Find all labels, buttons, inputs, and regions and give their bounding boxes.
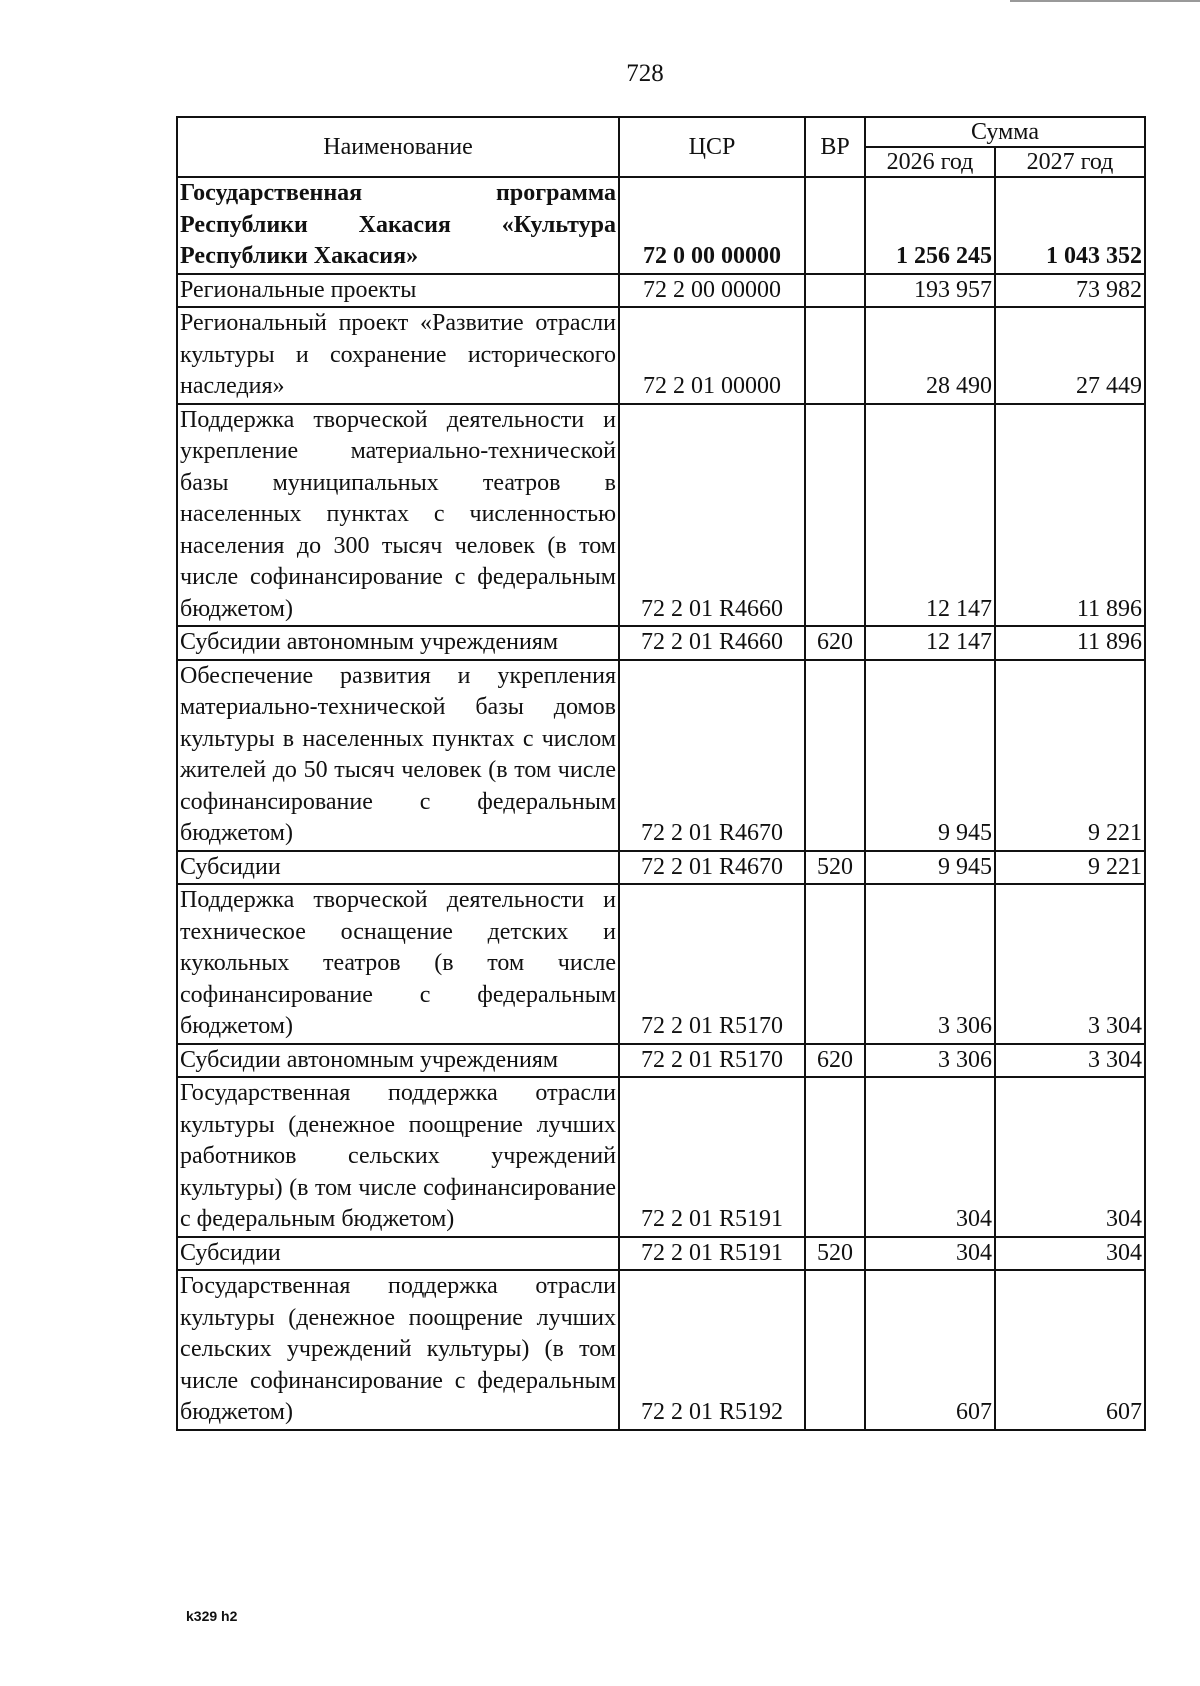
- header-vr: ВР: [805, 117, 865, 177]
- row-vr-code: 620: [805, 1044, 865, 1078]
- row-sum-2027: 9 221: [995, 660, 1145, 851]
- row-name: Обеспечение развития и укрепления материально-технической базы домов культуры в населенных пунктах с числом жителей до 50 тысяч человек (в том числе софинансирование с федеральным бюджетом): [177, 660, 619, 851]
- row-sum-2027: 9 221: [995, 851, 1145, 885]
- table-row: [177, 1270, 1145, 1430]
- row-csr-code: 72 2 00 00000: [619, 274, 805, 308]
- row-vr-code: [805, 274, 865, 308]
- row-sum-2027: 304: [995, 1077, 1145, 1237]
- row-vr-code: 620: [805, 626, 865, 660]
- table-row: [177, 404, 1145, 627]
- row-sum-2026: 607: [865, 1270, 995, 1430]
- table-row: [177, 1077, 1145, 1237]
- row-sum-2027: 11 896: [995, 404, 1145, 627]
- header-year-2026: 2026 год: [865, 147, 995, 177]
- row-csr-code: 72 2 01 R4660: [619, 404, 805, 627]
- table-body: [177, 177, 1145, 1430]
- row-sum-2026: 3 306: [865, 884, 995, 1044]
- row-csr-code: 72 2 01 R5170: [619, 1044, 805, 1078]
- row-csr-code: 72 2 01 00000: [619, 307, 805, 404]
- row-vr-code: [805, 307, 865, 404]
- header-year-2027: 2027 год: [995, 147, 1145, 177]
- row-name: Поддержка творческой деятельности и укрепление материально-технической базы муниципальных театров в населенных пунктах с численностью населения до 300 тысяч человек (в том числе софинансирование с федеральным бюджетом): [177, 404, 619, 627]
- row-csr-code: 72 2 01 R5170: [619, 884, 805, 1044]
- row-csr-code: 72 2 01 R5192: [619, 1270, 805, 1430]
- row-csr-code: 72 2 01 R5191: [619, 1237, 805, 1271]
- row-sum-2026: 12 147: [865, 404, 995, 627]
- row-sum-2026: 3 306: [865, 1044, 995, 1078]
- row-name: Субсидии автономным учреждениям: [177, 626, 619, 660]
- row-name: Субсидии автономным учреждениям: [177, 1044, 619, 1078]
- row-vr-code: 520: [805, 851, 865, 885]
- row-name: Государственная поддержка отрасли культуры (денежное поощрение лучших сельских учреждений культуры) (в том числе софинансирование с федеральным бюджетом): [177, 1270, 619, 1430]
- row-name: Субсидии: [177, 1237, 619, 1271]
- row-sum-2027: 607: [995, 1270, 1145, 1430]
- row-sum-2026: 304: [865, 1237, 995, 1271]
- row-sum-2027: 73 982: [995, 274, 1145, 308]
- table-row: [177, 177, 1145, 274]
- row-vr-code: [805, 1270, 865, 1430]
- scan-edge-rule: [1010, 0, 1200, 2]
- row-name: Субсидии: [177, 851, 619, 885]
- table-row: [177, 851, 1145, 885]
- row-vr-code: [805, 660, 865, 851]
- page-number: 728: [626, 60, 664, 87]
- table-row: [177, 660, 1145, 851]
- table-row: [177, 307, 1145, 404]
- row-csr-code: 72 2 01 R4670: [619, 660, 805, 851]
- row-csr-code: 72 2 01 R4670: [619, 851, 805, 885]
- row-name: Государственная поддержка отрасли культуры (денежное поощрение лучших работников сельских учреждений культуры) (в том числе софинансирование с федеральным бюджетом): [177, 1077, 619, 1237]
- row-vr-code: [805, 1077, 865, 1237]
- table-row: [177, 1237, 1145, 1271]
- header-sum: Сумма: [865, 117, 1145, 147]
- table-row: [177, 274, 1145, 308]
- table-row: [177, 626, 1145, 660]
- row-name: Поддержка творческой деятельности и техническое оснащение детских и кукольных театров (в том числе софинансирование с федеральным бюджетом): [177, 884, 619, 1044]
- row-sum-2027: 3 304: [995, 1044, 1145, 1078]
- row-sum-2027: 3 304: [995, 884, 1145, 1044]
- row-sum-2026: 304: [865, 1077, 995, 1237]
- row-sum-2026: 12 147: [865, 626, 995, 660]
- row-vr-code: [805, 177, 865, 274]
- row-sum-2027: 11 896: [995, 626, 1145, 660]
- header-csr: ЦСР: [619, 117, 805, 177]
- table-row: [177, 884, 1145, 1044]
- row-sum-2027: 304: [995, 1237, 1145, 1271]
- budget-table: [176, 116, 1146, 1431]
- footer-code: k329 h2: [186, 1608, 238, 1624]
- row-sum-2026: 9 945: [865, 851, 995, 885]
- row-vr-code: [805, 404, 865, 627]
- row-vr-code: [805, 884, 865, 1044]
- table-header: [177, 117, 1145, 177]
- row-name: Региональные проекты: [177, 274, 619, 308]
- row-sum-2026: 28 490: [865, 307, 995, 404]
- row-sum-2026: 193 957: [865, 274, 995, 308]
- row-sum-2026: 9 945: [865, 660, 995, 851]
- row-csr-code: 72 0 00 00000: [619, 177, 805, 274]
- row-csr-code: 72 2 01 R4660: [619, 626, 805, 660]
- row-sum-2026: 1 256 245: [865, 177, 995, 274]
- row-sum-2027: 27 449: [995, 307, 1145, 404]
- row-sum-2027: 1 043 352: [995, 177, 1145, 274]
- row-name: Региональный проект «Развитие отрасли культуры и сохранение исторического наследия»: [177, 307, 619, 404]
- row-vr-code: 520: [805, 1237, 865, 1271]
- header-name: Наименование: [177, 117, 619, 177]
- table-row: [177, 1044, 1145, 1078]
- row-csr-code: 72 2 01 R5191: [619, 1077, 805, 1237]
- row-name: Государственная программа Республики Хакасия «Культура Республики Хакасия»: [177, 177, 619, 274]
